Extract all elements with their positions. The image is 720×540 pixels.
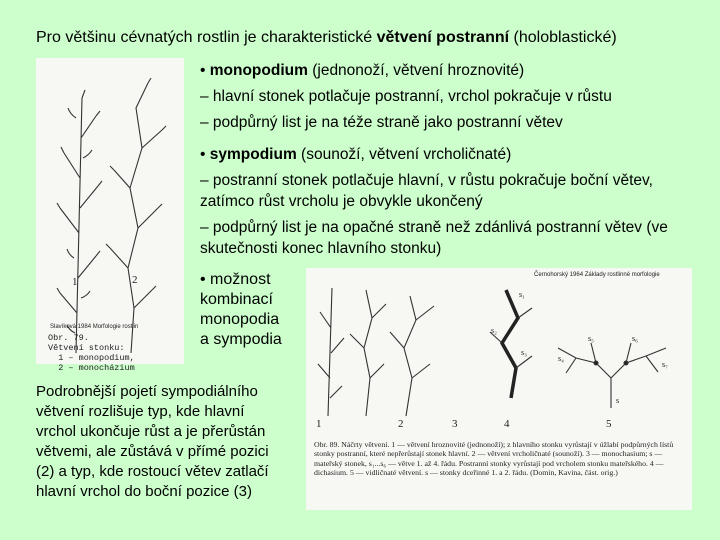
- type5-node: [594, 361, 598, 365]
- type5-stems: [558, 343, 666, 408]
- combination-line2: kombinací: [200, 291, 273, 308]
- sympodium-heading: [200, 144, 690, 165]
- type4-main: [502, 290, 518, 398]
- stem-label: s₃: [521, 348, 527, 357]
- title-bold: větvení postranní: [376, 29, 510, 46]
- detail-paragraph: [36, 382, 296, 502]
- monopodium-line1: – hlavní stonek potlačuje postranní, vrchol pokračuje v růstu: [200, 88, 612, 105]
- figure-label-2: 2: [132, 274, 138, 286]
- sympodium-line2: – podpůrný list je na opačné straně než zdánlivá postranní větev (ve skutečnosti konec hlavního stonku): [200, 219, 668, 257]
- stem-label: s₅: [588, 334, 594, 343]
- bullet: •: [200, 62, 206, 79]
- detail-line2: větvení rozlišuje typ, kde hlavní: [36, 403, 245, 420]
- type1-stems: [318, 288, 344, 416]
- caption-title: Obr. 79.: [48, 333, 89, 343]
- type2-stems: [350, 290, 386, 416]
- branching-drawing: [36, 58, 184, 364]
- figure-right-caption: Obr. 89. Náčrty větvení. 1 — větvení hroznovité (jednonoží); z hlavního stonku vyrůstají v úžlabí podpůrných lístů stonky postranní, které nepřerůstají stonek hlavní. 2 — větvení vrcholičnaté (sounoží). 3 — monochasium; s — mateřský stonek, s₁...s₆ — větve 1. až 4. řádu. Postranní stonky vyrůstají pod vrcholem stonku mateřského. 4 — dichasium. 5 — vidličnaté větvení. s — stonky dceřinné 1. a 2. řádu. (Domin, Kavina, část. orig.): [314, 440, 674, 478]
- monopodium-line2: – podpůrný list je na téže straně jako postranní větev: [200, 114, 563, 131]
- caption-line1: Větvení stonku:: [48, 343, 125, 353]
- monochasium-stems: [128, 83, 148, 353]
- caption-line3: 2 – monocházium: [58, 363, 135, 373]
- stem-label: s₂: [491, 326, 497, 335]
- figure-right-label-4: 4: [504, 418, 510, 430]
- figure-right-label-5: 5: [606, 418, 612, 430]
- monopodium-term: monopodium: [209, 62, 308, 79]
- sympodium-line1: – postranní stonek potlačuje hlavní, v růstu pokračuje boční větev, zatímco růst vrcholu je obvykle ukončený: [200, 172, 653, 210]
- caption-line2: 1 – monopodium,: [58, 353, 135, 363]
- combination-line3: monopodia: [200, 311, 280, 328]
- figure-right-label-3: 3: [452, 418, 458, 430]
- combination-section: [200, 270, 300, 350]
- figure-source: Slavíková 1984 Morfologie rostlin: [50, 324, 139, 330]
- monopodium-heading: [200, 60, 700, 81]
- figure-right-label-2: 2: [398, 418, 404, 430]
- figure-right-source: Černohorský 1964 Základy rostlinné morfologie: [534, 272, 660, 278]
- combination-line4: a sympodia: [200, 331, 282, 348]
- detail-line6: hlavní vrchol do boční pozice (3): [36, 483, 252, 500]
- figure-label-1: 1: [72, 276, 78, 288]
- figure-right-label-1: 1: [316, 418, 322, 430]
- monopodium-note: (jednonoží, větvení hroznovité): [307, 62, 525, 79]
- title-pre: Pro většinu cévnatých rostlin je charakteristické: [36, 29, 377, 46]
- stem-label: s₆: [632, 334, 638, 343]
- monopodium-section: [200, 60, 700, 133]
- slide-title: [36, 28, 706, 48]
- type3-stems: [390, 296, 434, 416]
- stem-label: s₇: [662, 360, 668, 369]
- stem-label: s: [616, 396, 620, 405]
- bullet: •: [200, 146, 206, 163]
- monopodium-stems: [60, 98, 98, 353]
- title-post: (holoblastické): [509, 29, 617, 46]
- type5-node: [624, 361, 628, 365]
- figure-caption: [48, 333, 135, 373]
- detail-line5: (2) a typ, kde rostoucí větev zatlačí: [36, 463, 269, 480]
- sympodium-section: [200, 144, 690, 259]
- detail-line3: vrchol ukončuje růst a je přerůstán: [36, 423, 266, 440]
- detail-line1: Podrobnější pojetí sympodiálního: [36, 383, 258, 400]
- sympodium-term: sympodium: [209, 146, 297, 163]
- detail-line4: větvemi, ale zůstává v přímé pozici: [36, 443, 269, 460]
- stem-label: s₁: [519, 290, 525, 299]
- figure-branching-types: [306, 268, 692, 510]
- combination-line1: • možnost: [200, 271, 271, 288]
- sympodium-note: (sounoží, větvení vrcholičnaté): [296, 146, 512, 163]
- figure-monopodium-monochasium: [36, 58, 184, 373]
- stem-label: s₄: [558, 354, 564, 363]
